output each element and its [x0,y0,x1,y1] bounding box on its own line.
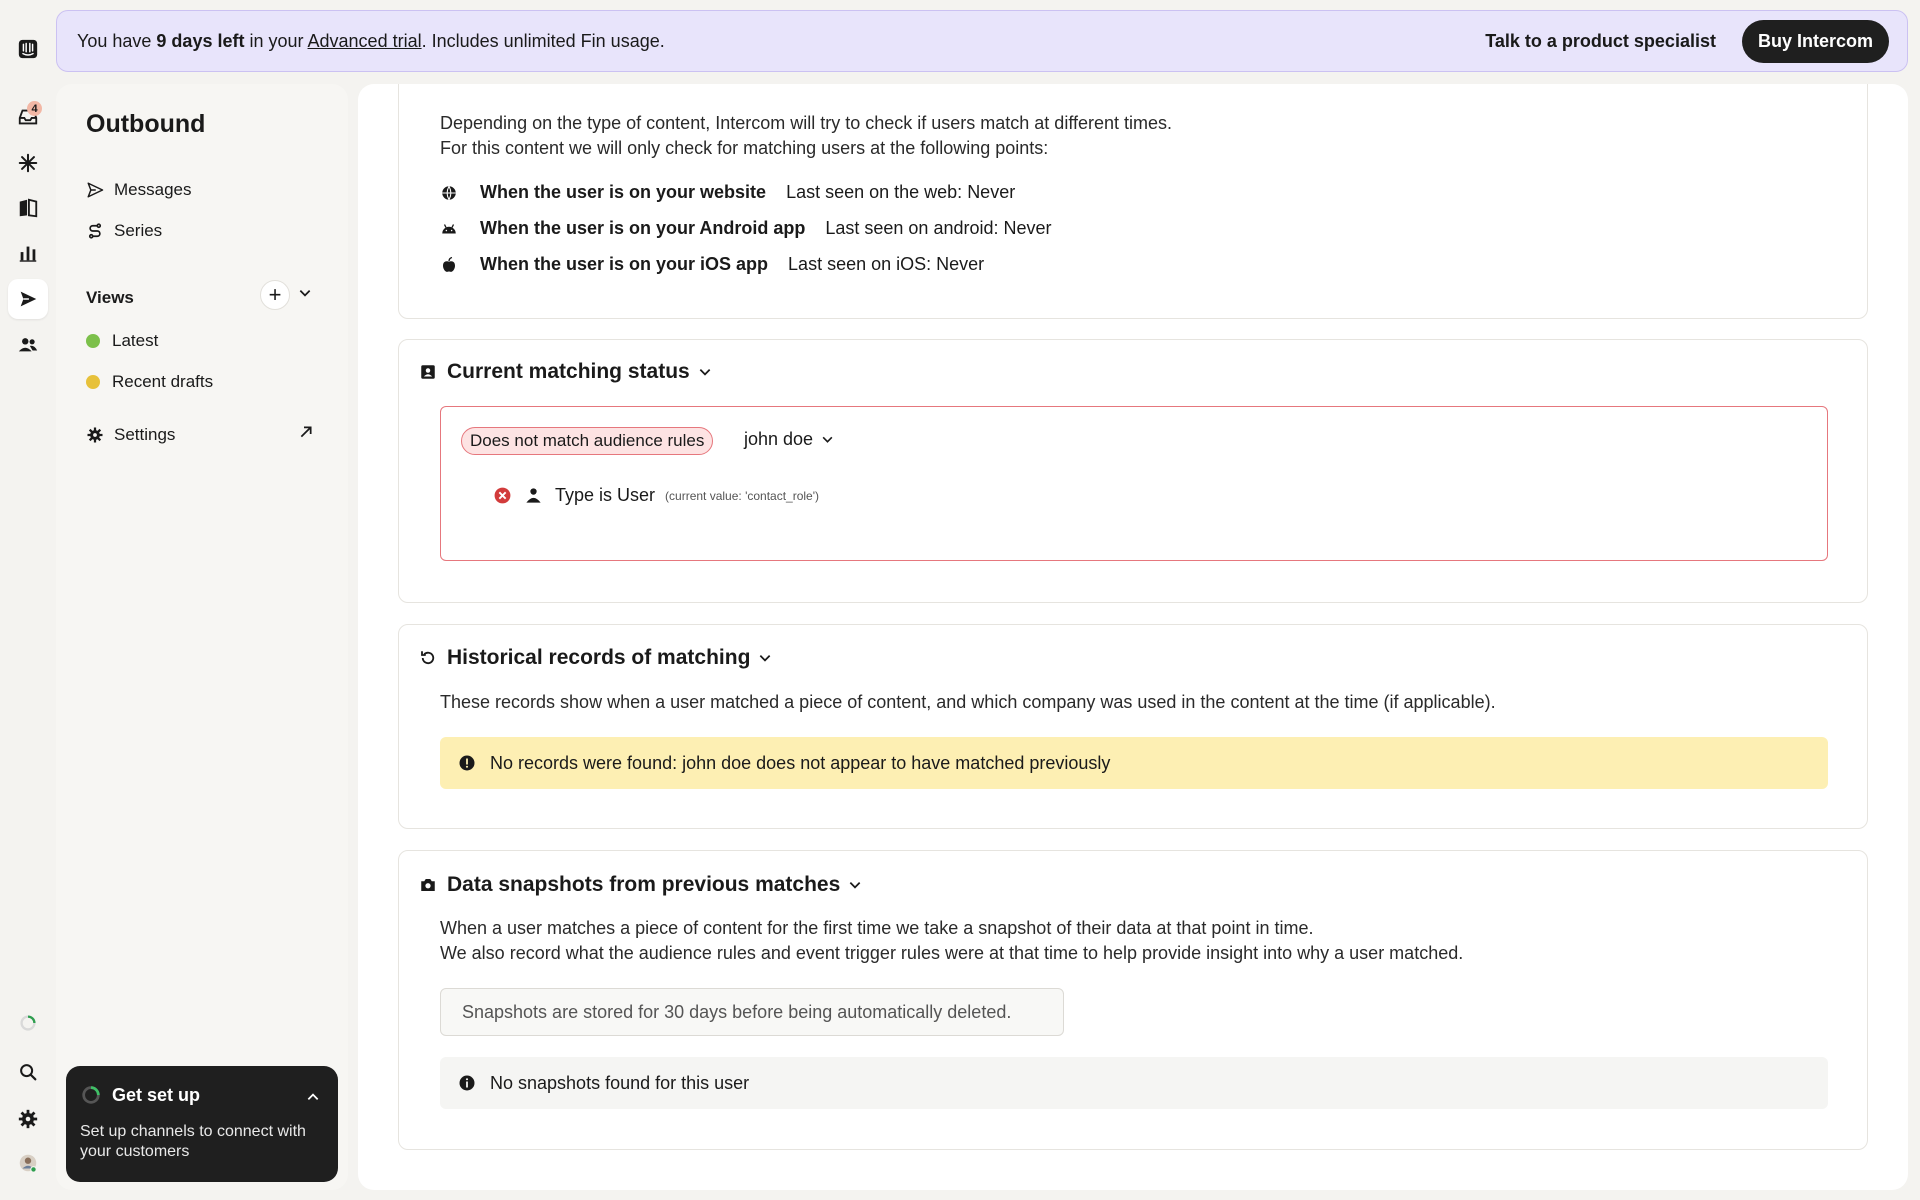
data-snapshots-header[interactable]: Data snapshots from previous matches [419,873,862,897]
gear-icon [86,426,104,444]
sidebar-item-recent-drafts[interactable]: Recent drafts [86,372,213,392]
snapshots-line2: We also record what the audience rules and event trigger rules were at that time to help provide insight into why a user matched. [440,943,1464,963]
check-points-line2: For this content we will only check for matching users at the following points: [440,138,1049,158]
intercom-logo-icon[interactable] [8,29,48,69]
rule-current-value: (current value: 'contact_role') [665,488,820,503]
chevron-down-icon [821,433,834,446]
external-link-arrow-icon[interactable] [298,424,314,440]
knowledge-icon[interactable] [8,188,48,228]
snapshots-line1: When a user matches a piece of content for the first time we take a snapshot of their data at that point in time. [440,918,1314,938]
get-set-up-description: Set up channels to connect with your customers [80,1123,306,1160]
chevron-down-icon [758,651,772,665]
get-set-up-card[interactable] [66,1066,338,1182]
check-points-line1: Depending on the type of content, Intercom will try to check if users match at different times. [440,113,1173,133]
sidebar-item-series[interactable]: Series [86,221,162,241]
user-selector[interactable]: john doe [744,429,834,450]
chevron-down-icon [848,878,862,892]
person-icon [524,486,543,505]
buy-intercom-button[interactable]: Buy Intercom [1742,20,1889,63]
series-icon [86,222,104,240]
no-records-warning: No records were found: john doe does not appear to have matched previously [440,737,1828,789]
days-left: 9 days left [156,30,245,51]
status-badge: Does not match audience rules [461,427,713,455]
sidebar-item-latest[interactable]: Latest [86,331,158,351]
sidebar-item-messages[interactable]: Messages [86,180,191,200]
trial-banner [56,10,1908,72]
fin-ai-icon[interactable] [8,143,48,183]
historical-records-header[interactable]: Historical records of matching [419,646,772,670]
sidebar-title: Outbound [86,110,206,138]
advanced-trial-link[interactable]: Advanced trial [307,30,422,51]
match-result-box [440,406,1828,561]
progress-ring-icon [80,1084,102,1106]
camera-icon [419,876,437,894]
outbound-sidebar [56,84,348,1190]
android-icon [440,220,458,238]
user-avatar-icon[interactable] [8,1143,48,1183]
apple-icon [440,256,458,274]
outbound-icon[interactable] [8,279,48,319]
main-panel [358,84,1908,1190]
globe-icon [440,184,458,202]
check-point-row: When the user is on your Android app Last seen on android: Never [440,218,1052,239]
current-matching-status-card [398,339,1868,603]
error-x-icon [493,486,512,505]
add-view-button[interactable] [260,280,290,310]
sidebar-item-settings[interactable]: Settings [86,425,175,445]
contacts-icon[interactable] [8,325,48,365]
search-icon[interactable] [8,1052,48,1092]
current-matching-status-header[interactable]: Current matching status [419,360,712,384]
setup-progress-icon[interactable] [8,1003,48,1043]
reports-icon[interactable] [8,233,48,273]
audience-rule-row [493,485,819,506]
historical-records-card [398,624,1868,829]
check-point-row: When the user is on your iOS app Last seen on iOS: Never [440,254,984,275]
send-icon [86,181,104,199]
chevron-down-icon[interactable] [298,286,312,300]
history-icon [419,649,437,667]
view-color-dot [86,375,100,389]
contact-card-icon [419,363,437,381]
view-color-dot [86,334,100,348]
plus-icon: + [268,282,282,307]
views-heading: Views [86,288,134,307]
talk-to-specialist-link[interactable]: Talk to a product specialist [1485,30,1716,51]
data-snapshots-card [398,850,1868,1150]
icon-rail [0,0,56,1200]
no-snapshots-info: No snapshots found for this user [440,1057,1828,1109]
chevron-down-icon [698,365,712,379]
info-icon [458,1074,476,1092]
historical-description: These records show when a user matched a piece of content, and which company was used in the content at the time (if applicable). [440,692,1496,712]
snapshot-storage-note: Snapshots are stored for 30 days before being automatically deleted. [440,988,1064,1036]
check-point-row: When the user is on your website Last seen on the web: Never [440,182,1015,203]
check-points-card [398,84,1868,319]
trial-message: You have 9 days left in your Advanced trial. Includes unlimited Fin usage. [77,30,665,51]
inbox-icon[interactable] [8,97,48,137]
inbox-badge: 4 [27,101,42,116]
chevron-up-icon[interactable] [306,1090,320,1104]
rule-text: Type is User [555,485,656,505]
settings-gear-icon[interactable] [8,1099,48,1139]
alert-icon [458,754,476,772]
get-set-up-title: Get set up [112,1084,201,1105]
